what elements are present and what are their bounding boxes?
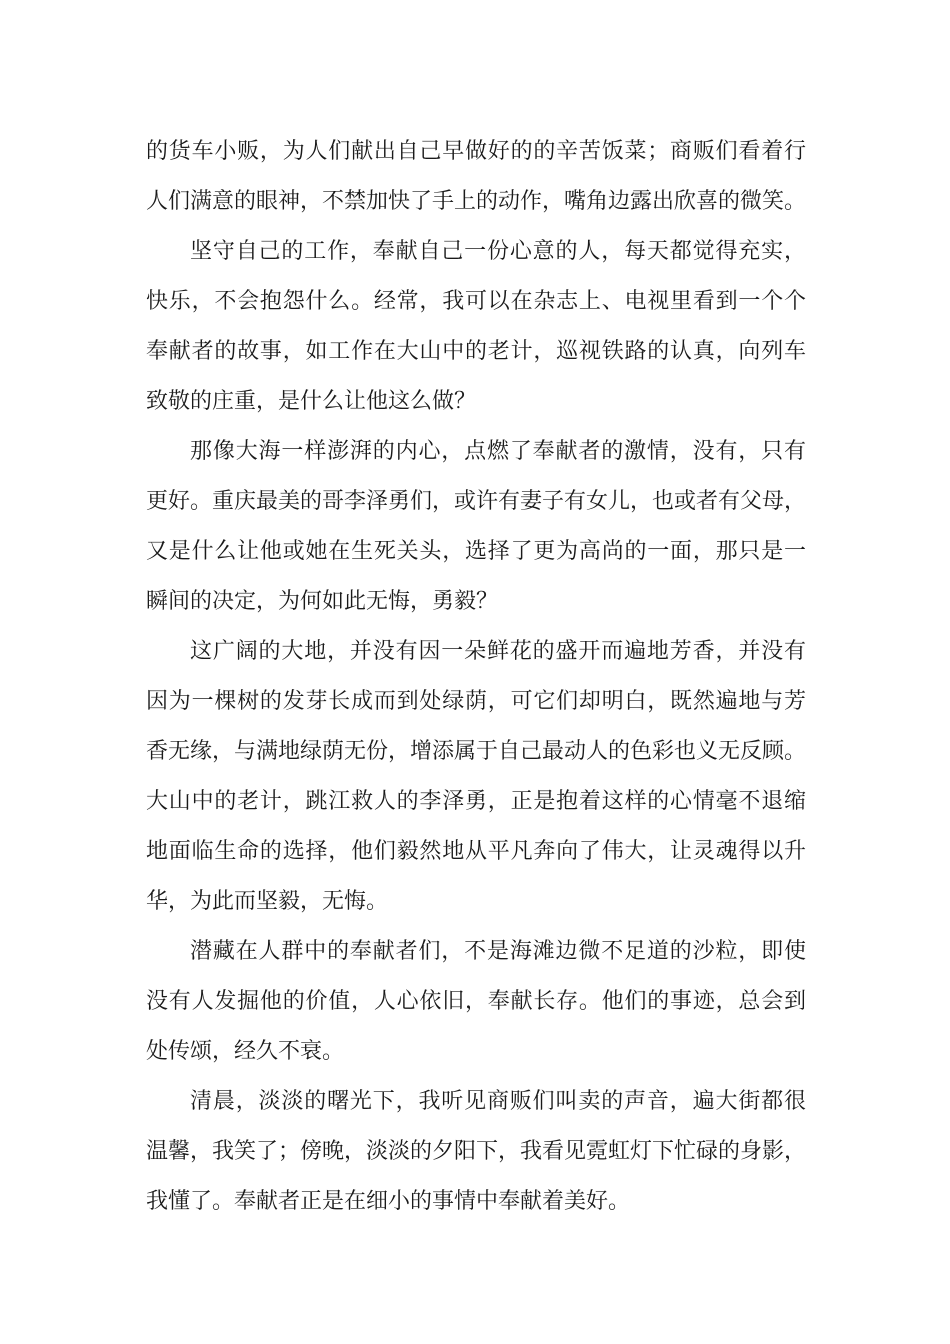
text-line: 香无缘，与满地绿荫无份，增添属于自己最动人的色彩也义无反顾。 (146, 739, 807, 764)
paragraph-first-line: 那像大海一样澎湃的内心，点燃了奉献者的激情，没有，只有 (190, 439, 806, 464)
paragraph-last-line: 瞬间的决定，为何如此无悔，勇毅？ (146, 589, 499, 614)
paragraph-last-line: 致敬的庄重，是什么让他这么做？ (146, 389, 477, 414)
text-line: 温馨，我笑了；傍晚，淡淡的夕阳下，我看见霓虹灯下忙碌的身影， (146, 1139, 807, 1164)
text-line: 更好。重庆最美的哥李泽勇们，或许有妻子有女儿，也或者有父母， (146, 489, 807, 514)
paragraph-first-line: 潜藏在人群中的奉献者们，不是海滩边微不足道的沙粒，即使 (190, 939, 806, 964)
text-line: 没有人发掘他的价值，人心依旧，奉献长存。他们的事迹，总会到 (146, 989, 806, 1014)
paragraph-first-line: 清晨，淡淡的曙光下，我听见商贩们叫卖的声音，遍大街都很 (190, 1089, 806, 1114)
paragraph-last-line: 处传颂，经久不衰。 (146, 1039, 345, 1064)
text-line: 因为一棵树的发芽长成而到处绿荫，可它们却明白，既然遍地与芳 (146, 689, 806, 714)
essay-body (146, 127, 806, 1227)
text-line: 人们满意的眼神，不禁加快了手上的动作，嘴角边露出欣喜的微笑。 (146, 189, 807, 214)
paragraph-first-line: 坚守自己的工作，奉献自己一份心意的人，每天都觉得充实， (190, 239, 806, 264)
text-line: 快乐，不会抱怨什么。经常，我可以在杂志上、电视里看到一个个 (146, 289, 806, 314)
text-line: 大山中的老计，跳江救人的李泽勇，正是抱着这样的心情毫不退缩 (146, 789, 806, 814)
text-line: 的货车小贩，为人们献出自己早做好的的辛苦饭菜；商贩们看着行 (146, 139, 806, 164)
text-line: 奉献者的故事，如工作在大山中的老计，巡视铁路的认真，向列车 (146, 339, 806, 364)
paragraph-last-line: 华，为此而坚毅，无悔。 (146, 889, 389, 914)
text-line: 地面临生命的选择，他们毅然地从平凡奔向了伟大，让灵魂得以升 (146, 839, 806, 864)
text-line: 又是什么让他或她在生死关头，选择了更为高尚的一面，那只是一 (146, 539, 806, 564)
paragraph-last-line: 我懂了。奉献者正是在细小的事情中奉献着美好。 (146, 1189, 631, 1214)
paragraph-first-line: 这广阔的大地，并没有因一朵鲜花的盛开而遍地芳香，并没有 (190, 639, 806, 664)
